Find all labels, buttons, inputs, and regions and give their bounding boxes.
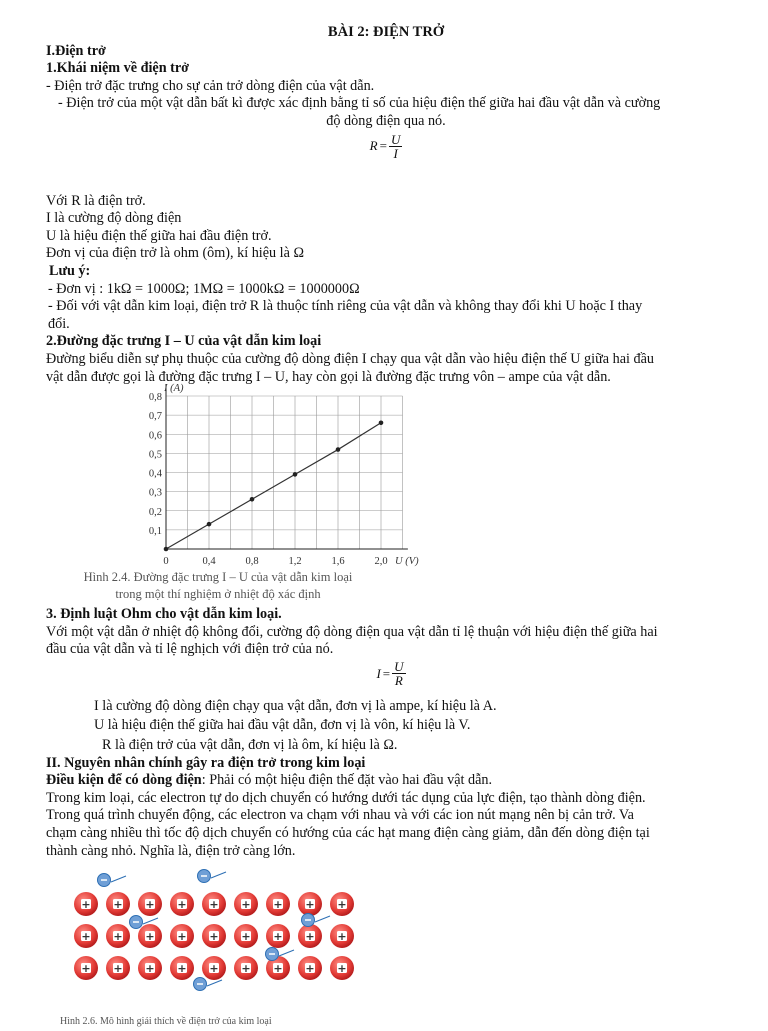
definition-line: Đơn vị của điện trở là ohm (ôm), kí hiệu là Ω: [46, 245, 305, 262]
y-tick-label: 0,7: [148, 411, 162, 423]
condition-label: Điều kiện để có dòng điện: [46, 772, 202, 789]
x-tick-label: 0,8: [245, 556, 259, 568]
formula-ohm: [46, 660, 726, 696]
iu-chart-svg: [96, 383, 426, 569]
section-heading-2: II. Nguyên nhân chính gây ra điện trở trong kim loại: [46, 754, 366, 771]
y-tick-label: 0,4: [148, 468, 162, 480]
data-point: [336, 447, 341, 452]
electron-arrow: [279, 950, 294, 956]
definition-line: I là cường độ dòng điện: [46, 210, 182, 227]
y-tick-label: 0,5: [148, 449, 162, 461]
formula-eq: =: [382, 665, 391, 681]
plus-sign: +: [81, 930, 91, 944]
plus-sign: +: [337, 930, 347, 944]
electron-arrow: [111, 876, 126, 882]
note-line: - Đối với vật dẫn kim loại, điện trở R là thuộc tính riêng của vật dẫn và không thay đổi khi U hoặc I thay: [48, 298, 643, 315]
plus-sign: +: [241, 962, 251, 976]
electron-arrow: [143, 918, 158, 924]
plus-sign: +: [177, 962, 187, 976]
data-point: [164, 547, 169, 552]
x-tick-label: 1,2: [288, 556, 302, 568]
formula-eq: =: [379, 138, 387, 154]
plus-sign: +: [273, 930, 283, 944]
electron-arrow: [211, 872, 226, 878]
note-title: Lưu ý:: [49, 262, 91, 279]
text-line: - Điện trở đặc trưng cho sự cản trở dòng điện của vật dẫn.: [46, 77, 375, 94]
y-tick-label: 0,3: [148, 487, 162, 499]
plus-sign: +: [177, 930, 187, 944]
formula-numerator: U: [394, 658, 404, 674]
text-line: Trong kim loại, các electron tự do dịch chuyển có hướng dưới tác dụng của lực điện, tạo thành dòng điện.: [46, 789, 646, 806]
plus-sign: +: [305, 898, 315, 912]
formula-lhs: R: [369, 138, 378, 154]
plus-sign: +: [209, 898, 219, 912]
plus-sign: +: [145, 898, 155, 912]
x-tick-label: 1,6: [331, 556, 345, 568]
data-point: [207, 522, 212, 527]
plus-sign: +: [81, 898, 91, 912]
list-item: R là điện trở của vật dẫn, đơn vị là ôm, kí hiệu là Ω.: [102, 737, 398, 754]
figure-caption: Hình 2.6. Mô hình giải thích về điện trở của kim loại: [60, 1016, 272, 1028]
note-line: đổi.: [48, 315, 70, 332]
plus-sign: +: [305, 962, 315, 976]
x-tick-label: 2,0: [374, 556, 388, 568]
plus-sign: +: [209, 962, 219, 976]
text-line: - Điện trở của một vật dẫn bất kì được xác định bằng tỉ số của hiệu điện thế giữa hai đầu vật dẫn và cường: [58, 95, 661, 112]
formula-numerator: U: [390, 131, 401, 147]
text-line: chạm càng nhiều thì tốc độ dịch chuyển có hướng của các hạt mang điện càng giảm, dẫn đến dòng điện tại: [46, 825, 650, 842]
y-tick-label: 0,6: [148, 430, 162, 442]
subheading-ohm: 3. Định luật Ohm cho vật dẫn kim loại.: [46, 606, 282, 623]
metal-lattice-svg: [50, 866, 370, 1011]
plus-sign: +: [81, 962, 91, 976]
metal-lattice-figure: [50, 866, 370, 1011]
text-line: thành càng nhỏ. Nghĩa là, điện trở càng lớn.: [46, 842, 296, 859]
plus-sign: +: [273, 962, 283, 976]
list-item: I là cường độ dòng điện chạy qua vật dẫn, đơn vị là ampe, kí hiệu là A.: [94, 697, 497, 714]
iu-chart: [96, 383, 426, 569]
plus-sign: +: [337, 898, 347, 912]
plus-sign: +: [145, 930, 155, 944]
plus-sign: +: [305, 930, 315, 944]
text-line: Với một vật dẫn ở nhiệt độ không đổi, cường độ dòng điện qua vật dẫn tỉ lệ thuận với hiệu điện thế giữa hai: [46, 623, 658, 640]
formula-lhs: I: [376, 665, 381, 681]
figure-caption: Hình 2.4. Đường đặc trưng I – U của vật dẫn kim loại: [83, 570, 353, 585]
data-point: [293, 472, 298, 477]
plus-sign: +: [145, 962, 155, 976]
y-tick-label: 0,8: [148, 392, 162, 404]
electron-arrow: [315, 916, 330, 922]
y-tick-label: 0,2: [148, 506, 162, 518]
plus-sign: +: [113, 930, 123, 944]
data-point: [250, 497, 255, 502]
definition-line: U là hiệu điện thế giữa hai đầu điện trở.: [46, 227, 272, 244]
figure-caption: trong một thí nghiệm ở nhiệt độ xác định: [115, 587, 321, 602]
plus-sign: +: [177, 898, 187, 912]
x-axis-label: U (V): [395, 556, 419, 568]
plus-sign: +: [113, 898, 123, 912]
x-tick-label: 0,4: [202, 556, 216, 568]
x-tick-label: 0: [163, 556, 169, 568]
document-page: [46, 24, 726, 1031]
plus-sign: +: [113, 962, 123, 976]
y-axis-label: I (A): [164, 383, 184, 395]
plus-sign: +: [241, 930, 251, 944]
data-point: [379, 421, 384, 426]
list-item: U là hiệu điện thế giữa hai đầu vật dẫn, đơn vị là vôn, kí hiệu là V.: [94, 717, 471, 734]
plus-sign: +: [209, 930, 219, 944]
plus-sign: +: [273, 898, 283, 912]
formula-resistance: [46, 133, 726, 173]
plus-sign: +: [337, 962, 347, 976]
note-line: - Đơn vị : 1kΩ = 1000Ω; 1MΩ = 1000kΩ = 1000000Ω: [48, 280, 360, 297]
text-line: Trong quá trình chuyển động, các electron va chạm với nhau và với các ion nút mạng nên bị cản trở. Va: [46, 807, 634, 824]
electron-arrow: [207, 980, 222, 986]
formula-denominator: R: [394, 672, 403, 688]
text-line: vật dẫn được gọi là đường đặc trưng I – U, hay còn gọi là đường đặc trưng vôn – ampe của vật dẫn.: [46, 368, 611, 385]
plus-sign: +: [241, 898, 251, 912]
text-line: đầu của vật dẫn và tỉ lệ nghịch với điện trở của nó.: [46, 641, 334, 658]
formula-denominator: I: [393, 145, 398, 161]
definition-line: Với R là điện trở.: [46, 192, 146, 209]
y-tick-label: 0,1: [148, 525, 162, 537]
subheading-iu: 2.Đường đặc trưng I – U của vật dẫn kim loại: [46, 333, 322, 350]
text-line: Đường biểu diễn sự phụ thuộc của cường độ dòng điện I chạy qua vật dẫn vào hiệu điện thế U giữa hai đầu: [46, 350, 654, 367]
page-title: BÀI 2: ĐIỆN TRỞ: [327, 24, 445, 40]
text-line: độ dòng điện qua nó.: [326, 112, 446, 129]
subheading-concept: 1.Khái niệm về điện trở: [46, 60, 190, 77]
condition-line: [46, 772, 726, 790]
section-heading-1: I.Điện trở: [46, 42, 106, 59]
condition-text: : Phải có một hiệu điện thế đặt vào hai đầu vật dẫn.: [201, 772, 493, 789]
